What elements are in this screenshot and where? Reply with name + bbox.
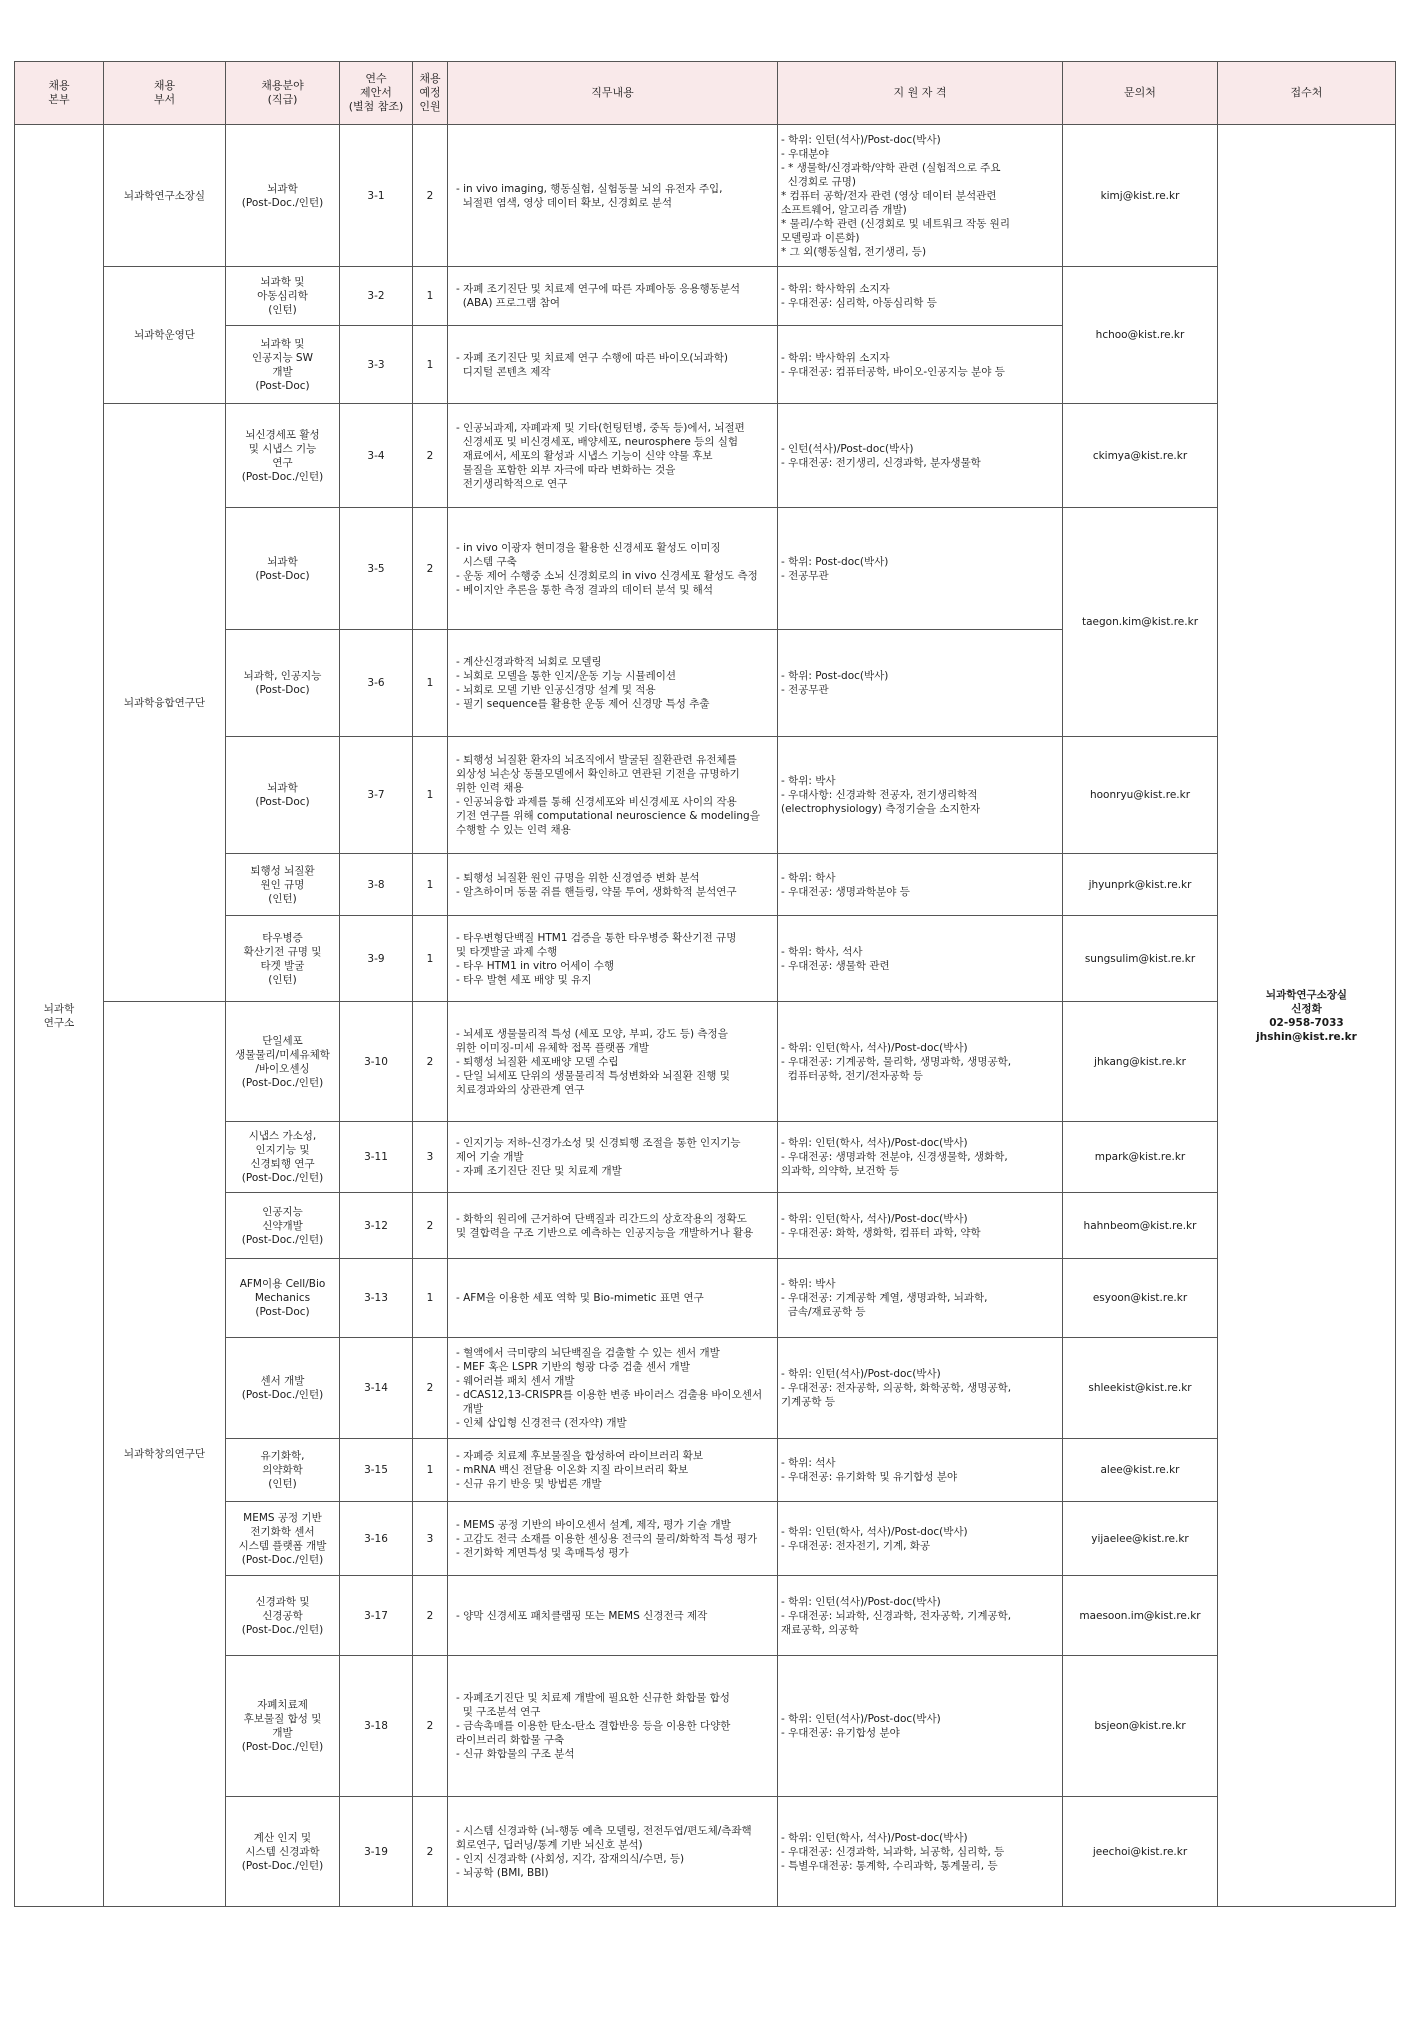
count-cell [413,1797,448,1907]
code-cell [340,1656,413,1797]
qualification-cell-text: - 학위: 인턴(석사)/Post-doc(박사) - 우대전공: 뇌과학, 신경과학, 전자공학, 기계공학, 재료공학, 의공학 [781,1595,1012,1636]
field-cell [226,1002,340,1122]
field-cell [226,1656,340,1797]
header-field: 채용분야 (직급) [226,62,340,125]
count-cell-text: 1 [426,789,434,801]
count-cell-text: 1 [426,1292,434,1304]
contact-email [1063,1576,1218,1656]
code-cell-text: 3-16 [364,1532,388,1545]
contact-email [1063,267,1218,404]
qualification-cell-text: - 학위: 학사, 석사 - 우대전공: 생물학 관련 [781,945,890,972]
duties-cell [448,1193,778,1259]
count-cell [413,1122,448,1193]
qualification-cell-text: - 학위: 석사 - 우대전공: 유기화학 및 유기합성 분야 [781,1457,958,1483]
qualification-cell-text: - 학위: 인턴(학사, 석사)/Post-doc(박사) - 우대전공: 기계공학, 물리학, 생명과학, 생명공학, 컴퓨터공학, 전기/전자공학 등 [781,1041,1012,1082]
qualification-cell [778,1002,1063,1122]
field-cell [226,1797,340,1907]
contact-email-text: sungsulim@kist.re.kr [1084,952,1196,965]
count-cell [413,267,448,326]
qualification-cell [778,1193,1063,1259]
header-count: 채용 예정 인원 [413,62,448,125]
count-cell-text: 2 [426,1845,434,1858]
duties-cell-text: - 인공뇌과제, 자폐과제 및 기타(헌팅턴병, 중독 등)에서, 뇌절편 신경세포 및 비신경세포, 배양세포, neurosphere 등의 실험 재료에서, 세포의 활성과 시냅스 기능이 신약 약물 후보 물질을 포함한 외부 자극에 따라 변화하는 것을 전기생리학적으로 연구 [456,421,745,490]
duties-cell-text: - 시스템 신경과학 (뇌-행동 예측 모델링, 전전두엽/편도체/측좌핵 회로연구, 딥러닝/통계 기반 뇌신호 분석) - 인지 신경과학 (사회성, 지각, 잠재의식/수면, 등) - 뇌공학 (BMI, BBI) [456,1824,752,1879]
field-cell [226,1338,340,1439]
duties-cell [448,1502,778,1576]
code-cell-text: 3-14 [364,1382,388,1394]
qualification-cell-text: - 학위: 학사학위 소지자 - 우대전공: 심리학, 아동심리학 등 [781,283,937,309]
field-cell-text: 뇌과학 (Post-Doc./인턴) [241,182,324,209]
code-cell-text: 3-5 [367,562,385,575]
code-cell [340,916,413,1002]
field-cell [226,1193,340,1259]
duties-cell [448,267,778,326]
duties-cell [448,1656,778,1797]
contact-email-text: yijaelee@kist.re.kr [1091,1532,1189,1545]
field-cell-text: MEMS 공정 기반 전기화학 센서 시스템 플랫폼 개발 (Post-Doc./인턴) [238,1511,327,1566]
code-cell [340,1502,413,1576]
contact-email-text: mpark@kist.re.kr [1094,1151,1186,1163]
qualification-cell [778,854,1063,916]
code-cell [340,267,413,326]
count-cell-text: 1 [426,952,434,965]
qualification-cell [778,1502,1063,1576]
duties-cell-text: - 양막 신경세포 패치클램핑 또는 MEMS 신경전극 제작 [456,1609,708,1622]
contact-email [1063,916,1218,1002]
field-cell-text: 뇌과학 (Post-Doc) [255,555,310,582]
count-cell-text: 2 [426,189,434,202]
field-cell [226,1122,340,1193]
code-cell-text: 3-4 [367,449,385,462]
qualification-cell-text: - 학위: 박사학위 소지자 - 우대전공: 컴퓨터공학, 바이오-인공지능 분야 등 [781,351,1005,378]
code-cell [340,508,413,630]
hq-cell-text: 뇌과학 연구소 [43,1002,75,1029]
dept-cell-text: 뇌과학운영단 [134,329,195,341]
field-cell [226,125,340,267]
field-cell [226,854,340,916]
qualification-cell-text: - 학위: 인턴(석사)/Post-doc(박사) - 우대전공: 전자공학, 의공학, 화학공학, 생명공학, 기계공학 등 [781,1368,1012,1408]
field-cell-text: 유기화학, 의약화학 (인턴) [260,1450,305,1490]
table-row [15,404,1396,508]
field-cell-text: 퇴행성 뇌질환 원인 규명 (인턴) [250,864,315,905]
field-cell-text: 센서 개발 (Post-Doc./인턴) [241,1375,324,1401]
qualification-cell [778,737,1063,854]
duties-cell [448,630,778,737]
contact-email-text: maesoon.im@kist.re.kr [1079,1609,1201,1622]
count-cell [413,404,448,508]
duties-cell-text: - in vivo imaging, 행동실험, 실험동물 뇌의 유전자 주입, 뇌절편 염색, 영상 데이터 확보, 신경회로 분석 [456,182,723,209]
duties-cell-text: - 자폐 조기진단 및 치료제 연구 수행에 따른 바이오(뇌과학) 디지털 콘텐츠 제작 [456,351,728,378]
code-cell [340,1338,413,1439]
duties-cell [448,404,778,508]
contact-email-text: jhyunprk@kist.re.kr [1088,878,1192,891]
count-cell [413,916,448,1002]
contact-email-text: hahnbeom@kist.re.kr [1083,1219,1197,1232]
qualification-cell [778,1576,1063,1656]
contact-email [1063,1002,1218,1122]
qualification-cell-text: - 학위: 박사 - 우대사항: 신경과학 전공자, 전기생리학적 (electrophysiology) 측정기술을 소지한자 [781,775,980,815]
dept-cell [104,267,226,404]
code-cell-text: 3-13 [364,1292,388,1304]
code-cell [340,125,413,267]
count-cell [413,854,448,916]
duties-cell-text: - MEMS 공정 기반의 바이오센서 설계, 제작, 평가 기술 개발 - 고감도 전극 소재를 이용한 센싱용 전극의 물리/화학적 특성 평가 - 전기화학 계면특성 및 촉매특성 평가 [456,1518,758,1559]
field-cell [226,916,340,1002]
contact-email [1063,404,1218,508]
duties-cell [448,1002,778,1122]
count-cell-text: 1 [426,677,434,689]
count-cell [413,1193,448,1259]
code-cell [340,1439,413,1502]
qualification-cell [778,916,1063,1002]
dept-cell [104,404,226,1002]
count-cell-text: 3 [426,1151,434,1163]
code-cell-text: 3-3 [367,358,385,371]
dept-cell [104,125,226,267]
qualification-cell-text: - 인턴(석사)/Post-doc(박사) - 우대전공: 전기생리, 신경과학, 분자생물학 [781,442,981,469]
duties-cell-text: - 계산신경과학적 뇌회로 모델링 - 뇌회로 모델을 통한 인지/운동 기능 시뮬레이션 - 뇌회로 모델 기반 인공신경망 설계 및 적용 - 필기 sequence를 활용한 운동 제어 신경망 특성 추출 [456,656,710,710]
duties-cell [448,916,778,1002]
header-qualifications: 지 원 자 격 [778,62,1063,125]
duties-cell-text: - 뇌세포 생물물리적 특성 (세포 모양, 부피, 강도 등) 측정을 위한 이미징-미세 유체학 접목 플랫폼 개발 - 퇴행성 뇌질환 세포배양 모델 수립 - 단일 뇌세포 단위의 생물물리적 특성변화와 뇌질환 진행 및 치료경과와의 상관관계 연구 [456,1027,730,1096]
code-cell-text: 3-18 [364,1720,388,1732]
dept-cell [104,1002,226,1907]
duties-cell-text: - 퇴행성 뇌질환 환자의 뇌조직에서 발굴된 질환관련 유전체를 외상성 뇌손상 동물모델에서 확인하고 연관된 기전을 규명하기 위한 인력 채용 - 인공뇌융합 과제를 통해 신경세포와 비신경세포 사이의 작용 기전 연구를 위해 computational neuroscience & modeling을 수행할 수 있는 인력 채용 [456,754,760,836]
contact-email [1063,1439,1218,1502]
qualification-cell [778,1259,1063,1338]
header-dept: 채용 부서 [104,62,226,125]
table-row [15,1002,1396,1122]
count-cell-text: 2 [426,562,434,575]
count-cell-text: 2 [426,1609,434,1622]
duties-cell-text: - 퇴행성 뇌질환 원인 규명을 위한 신경염증 변화 분석 - 알츠하이머 동물 쥐를 핸들링, 약물 투여, 생화학적 분석연구 [456,871,737,898]
contact-email [1063,1502,1218,1576]
duties-cell [448,326,778,404]
qualification-cell [778,1338,1063,1439]
contact-email [1063,1122,1218,1193]
field-cell [226,508,340,630]
contact-email [1063,508,1218,737]
table-row [15,125,1396,267]
code-cell-text: 3-19 [364,1845,388,1858]
qualification-cell-text: - 학위: 인턴(석사)/Post-doc(박사) - 우대분야 - * 생물학/신경과학/약학 관련 (실험적으로 주요 신경회로 규명) * 컴퓨터 공학/전자 관련 (영상 데이터 분석관련 소프트웨어, 알고리즘 개발) * 물리/수학 관련 (신경회로 및 네트워크 작동 원리 모델링과 이론화) * 그 외(행동실험, 전기생리, 등) [781,133,1010,258]
field-cell [226,326,340,404]
dept-cell-text: 뇌과학창의연구단 [123,1448,206,1460]
field-cell-text: 시냅스 가소성, 인지기능 및 신경퇴행 연구 (Post-Doc./인턴) [241,1130,324,1184]
code-cell [340,854,413,916]
qualification-cell [778,326,1063,404]
count-cell-text: 2 [426,449,434,462]
receiver-cell [1218,125,1396,1907]
qualification-cell-text: - 학위: 인턴(석사)/Post-doc(박사) - 우대전공: 유기합성 분야 [781,1713,941,1739]
code-cell-text: 3-1 [367,189,385,202]
header-code: 연수 제안서 (별첨 참조) [340,62,413,125]
duties-cell [448,1576,778,1656]
duties-cell-text: - 인지기능 저하-신경가소성 및 신경퇴행 조절을 통한 인지기능 제어 기술 개발 - 자폐 조기진단 진단 및 치료제 개발 [456,1137,741,1177]
header-duties: 직무내용 [448,62,778,125]
count-cell [413,1656,448,1797]
qualification-cell [778,1656,1063,1797]
count-cell [413,125,448,267]
field-cell-text: 뇌과학 및 인공지능 SW 개발 (Post-Doc) [252,337,313,392]
count-cell-text: 1 [426,290,434,302]
code-cell-text: 3-9 [367,952,385,965]
receiver-cell-text: 뇌과학연구소장실 신정화 02-958-7033 jhshin@kist.re.kr [1256,988,1357,1043]
field-cell-text: 신경과학 및 신경공학 (Post-Doc./인턴) [241,1595,324,1636]
field-cell-text: 계산 인지 및 시스템 신경과학 (Post-Doc./인턴) [241,1831,324,1872]
duties-cell-text: - 혈액에서 극미량의 뇌단백질을 검출할 수 있는 센서 개발 - MEF 혹은 LSPR 기반의 형광 다중 검출 센서 개발 - 웨어러블 패치 센서 개발 - dCAS12,13-CRISPR를 이용한 변종 바이러스 검출용 바이오센서 개발 - 인체 삽입형 신경전극 (전자약) 개발 [456,1347,763,1429]
field-cell-text: 뇌신경세포 활성 및 시냅스 기능 연구 (Post-Doc./인턴) [241,428,324,483]
header-hq: 채용 본부 [15,62,104,125]
count-cell [413,508,448,630]
contact-email-text: esyoon@kist.re.kr [1092,1292,1188,1304]
contact-email-text: alee@kist.re.kr [1100,1464,1180,1476]
header-receiver: 접수처 [1218,62,1396,125]
qualification-cell [778,1797,1063,1907]
qualification-cell [778,1122,1063,1193]
contact-email-text: ckimya@kist.re.kr [1092,449,1188,462]
count-cell-text: 2 [426,1055,434,1068]
duties-cell [448,1797,778,1907]
field-cell [226,1439,340,1502]
code-cell-text: 3-8 [367,878,385,891]
count-cell [413,1338,448,1439]
contact-email [1063,1259,1218,1338]
dept-cell-text: 뇌과학융합연구단 [123,696,206,709]
duties-cell [448,1338,778,1439]
count-cell-text: 2 [426,1720,434,1732]
duties-cell-text: - AFM을 이용한 세포 역학 및 Bio-mimetic 표면 연구 [456,1292,704,1304]
contact-email-text: jeechoi@kist.re.kr [1092,1845,1188,1858]
qualification-cell-text: - 학위: Post-doc(박사) - 전공무관 [781,555,889,582]
count-cell [413,1439,448,1502]
qualification-cell [778,1439,1063,1502]
contact-email [1063,1193,1218,1259]
hq-cell [15,125,104,1907]
duties-cell-text: - 자폐증 치료제 후보물질을 합성하여 라이브러리 확보 - mRNA 백신 전달용 이온화 지질 라이브러리 확보 - 신규 유기 반응 및 방법론 개발 [456,1450,703,1490]
code-cell [340,1193,413,1259]
field-cell-text: 인공지능 신약개발 (Post-Doc./인턴) [241,1205,324,1246]
field-cell [226,737,340,854]
qualification-cell [778,125,1063,267]
code-cell-text: 3-6 [367,677,385,689]
dept-cell-text: 뇌과학연구소장실 [123,189,206,202]
qualification-cell [778,267,1063,326]
code-cell [340,404,413,508]
duties-cell [448,854,778,916]
contact-email-text: jhkang@kist.re.kr [1094,1055,1186,1068]
qualification-cell-text: - 학위: 인턴(학사, 석사)/Post-doc(박사) - 우대전공: 생명과학 전분야, 신경생물학, 생화학, 의과학, 의약학, 보건학 등 [781,1137,1008,1177]
code-cell [340,1259,413,1338]
code-cell-text: 3-10 [364,1055,388,1068]
field-cell-text: 뇌과학 및 아동심리학 (인턴) [257,276,308,316]
field-cell-text: 단일세포 생물물리/미세유체학 /바이오센싱 (Post-Doc./인턴) [235,1034,330,1089]
field-cell-text: 타우병증 확산기전 규명 및 타겟 발굴 (인턴) [243,931,322,986]
duties-cell-text: - in vivo 이광자 현미경을 활용한 신경세포 활성도 이미징 시스템 구축 - 운동 제어 수행중 소뇌 신경회로의 in vivo 신경세포 활성도 측정 - 베이지안 추론을 통한 측정 결과의 데이터 분석 및 해석 [456,541,758,596]
qualification-cell [778,630,1063,737]
code-cell [340,630,413,737]
header-contact: 문의처 [1063,62,1218,125]
duties-cell [448,1122,778,1193]
duties-cell [448,1439,778,1502]
code-cell [340,326,413,404]
qualification-cell-text: - 학위: 인턴(학사, 석사)/Post-doc(박사) - 우대전공: 화학, 생화학, 컴퓨터 과학, 약학 [781,1212,981,1239]
duties-cell-text: - 자폐 조기진단 및 치료제 연구에 따른 자폐아동 응용행동분석 (ABA) 프로그램 참여 [456,283,741,309]
code-cell [340,1002,413,1122]
count-cell-text: 1 [426,878,434,891]
field-cell [226,1259,340,1338]
code-cell-text: 3-7 [367,789,385,801]
count-cell [413,630,448,737]
contact-email-text: hoonryu@kist.re.kr [1089,789,1191,801]
code-cell-text: 3-17 [364,1609,388,1622]
qualification-cell-text: - 학위: 인턴(학사, 석사)/Post-doc(박사) - 우대전공: 신경과학, 뇌과학, 뇌공학, 심리학, 등 - 특별우대전공: 통계학, 수리과학, 통계물리, 등 [781,1831,1005,1872]
header-row [15,62,1396,125]
code-cell-text: 3-11 [364,1151,388,1163]
count-cell-text: 2 [426,1219,434,1232]
duties-cell [448,508,778,630]
contact-email-text: kimj@kist.re.kr [1100,189,1180,202]
code-cell [340,1576,413,1656]
qualification-cell [778,404,1063,508]
contact-email-text: bsjeon@kist.re.kr [1094,1720,1186,1732]
qualification-cell [778,508,1063,630]
count-cell [413,1576,448,1656]
duties-cell-text: - 타우변형단백질 HTM1 검증을 통한 타우병증 확산기전 규명 및 타겟발굴 과제 수행 - 타우 HTM1 in vitro 어세이 수행 - 타우 발현 세포 배양 및 유지 [456,931,737,986]
qualification-cell-text: - 학위: Post-doc(박사) - 전공무관 [781,670,889,696]
contact-email-text: shleekist@kist.re.kr [1088,1382,1192,1394]
field-cell [226,1502,340,1576]
contact-email-text: hchoo@kist.re.kr [1095,329,1185,341]
qualification-cell-text: - 학위: 학사 - 우대전공: 생명과학분야 등 [781,871,910,898]
count-cell-text: 2 [426,1382,434,1394]
duties-cell [448,737,778,854]
count-cell-text: 1 [426,1464,434,1476]
qualification-cell-text: - 학위: 인턴(학사, 석사)/Post-doc(박사) - 우대전공: 전자전기, 기계, 화공 [781,1525,968,1552]
contact-email [1063,854,1218,916]
count-cell [413,1502,448,1576]
count-cell [413,1259,448,1338]
code-cell [340,1122,413,1193]
field-cell-text: AFM이용 Cell/Bio Mechanics (Post-Doc) [239,1278,326,1318]
code-cell [340,737,413,854]
recruitment-table [14,61,1396,1907]
contact-email [1063,1797,1218,1907]
code-cell-text: 3-2 [367,290,385,302]
count-cell-text: 3 [426,1532,434,1545]
field-cell-text: 뇌과학 (Post-Doc) [255,782,310,808]
code-cell-text: 3-12 [364,1219,388,1232]
duties-cell-text: - 자폐조기진단 및 치료제 개발에 필요한 신규한 화합물 합성 및 구조분석 연구 - 금속촉매를 이용한 탄소-탄소 결합반응 등을 이용한 다양한 라이브러리 화합물 구축 - 신규 화합물의 구조 분석 [456,1692,731,1760]
contact-email [1063,1338,1218,1439]
count-cell [413,1002,448,1122]
duties-cell [448,1259,778,1338]
field-cell [226,404,340,508]
field-cell-text: 자폐치료제 후보물질 합성 및 개발 (Post-Doc./인턴) [241,1699,324,1753]
count-cell [413,326,448,404]
qualification-cell-text: - 학위: 박사 - 우대전공: 기계공학 계열, 생명과학, 뇌과학, 금속/재료공학 등 [781,1278,988,1318]
count-cell-text: 1 [426,358,434,371]
table-row [15,267,1396,326]
count-cell [413,737,448,854]
contact-email-text: taegon.kim@kist.re.kr [1081,616,1199,628]
field-cell [226,1576,340,1656]
field-cell [226,267,340,326]
contact-email [1063,125,1218,267]
duties-cell-text: - 화학의 원리에 근거하여 단백질과 리간드의 상호작용의 정확도 및 결합력을 구조 기반으로 예측하는 인공지능을 개발하거나 활용 [456,1212,754,1239]
field-cell [226,630,340,737]
code-cell-text: 3-15 [364,1464,388,1476]
contact-email [1063,1656,1218,1797]
code-cell [340,1797,413,1907]
contact-email [1063,737,1218,854]
duties-cell [448,125,778,267]
field-cell-text: 뇌과학, 인공지능 (Post-Doc) [243,670,322,696]
